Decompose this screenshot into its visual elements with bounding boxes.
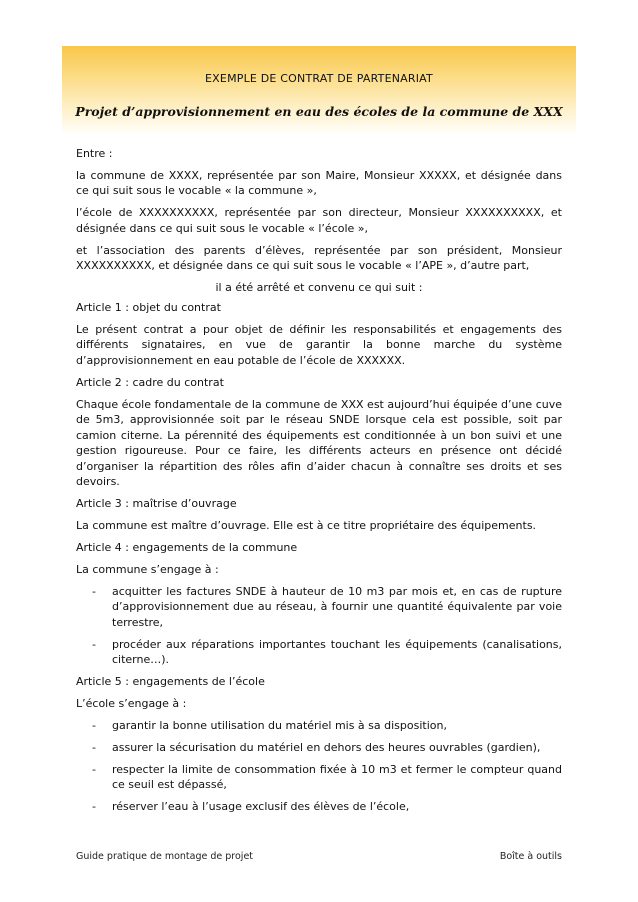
header-banner: [62, 46, 576, 136]
list-item: [76, 762, 562, 793]
article-2-title: Article 2 : cadre du contrat: [76, 375, 224, 389]
document-body: [76, 146, 562, 821]
document-title: EXEMPLE DE CONTRAT DE PARTENARIAT: [205, 72, 433, 85]
article-5-title: Article 5 : engagements de l’école: [76, 675, 265, 689]
article-5-list: [76, 718, 562, 815]
paragraph-ecole: l’école de XXXXXXXXXX, représentée par son directeur, Monsieur XXXXXXXXXX, et désignée dans ce qui suit sous le vocable « l’école »,: [76, 206, 562, 235]
article-3-title: Article 3 : maîtrise d’ouvrage: [76, 497, 237, 511]
dash-bullet: -: [92, 800, 96, 814]
paragraph-convenu: il a été arrêté et convenu ce qui suit :: [215, 281, 423, 295]
list-item: [76, 584, 562, 631]
article-2-text: Chaque école fondamentale de la commune de XXX est aujourd’hui équipée d’une cuve de 5m3, approvisionnée soit par le réseau SNDE lorsque cela est possible, soit par camion citerne. La pérennité des équipements est conditionnée à un bon suivi et une gestion rigoureuse. Pour ce faire, les différents acteurs en présence ont décidé d’organiser la répartition des rôles afin d’aider chacun à connaître ses droits et ses devoirs.: [76, 397, 562, 489]
footer-section-label: Boîte à outils: [499, 851, 562, 862]
article-3-text: La commune est maître d’ouvrage. Elle est à ce titre propriétaire des équipements.: [76, 519, 537, 533]
dash-bullet: -: [92, 584, 96, 598]
list-item-text: acquitter les factures SNDE à hauteur de 10 m3 par mois et, en cas de rupture d’approvisionnement due au réseau, à fournir une quantité équivalente par voie terrestre,: [112, 584, 562, 629]
list-item-text: respecter la limite de consommation fixée à 10 m3 et fermer le compteur quand ce seuil est dépassé,: [112, 762, 562, 792]
paragraph-ape: et l’association des parents d’élèves, représentée par son président, Monsieur XXXXXXXXXX, et désignée dans ce qui suit sous le vocable « l’APE », d’autre part,: [76, 243, 562, 273]
article-4-intro: La commune s’engage à :: [76, 562, 219, 576]
article-1-title: Article 1 : objet du contrat: [76, 301, 221, 315]
dash-bullet: -: [92, 740, 96, 754]
document-subtitle: Projet d’approvisionnement en eau des écoles de la commune de XXX: [75, 104, 563, 119]
article-1-text: Le présent contrat a pour objet de définir les responsabilités et engagements des différents signataires, en vue de garantir la bonne marche du système d’approvisionnement en eau potable de l’école de XXXXXX.: [76, 322, 562, 367]
dash-bullet: -: [92, 637, 96, 651]
dash-bullet: -: [92, 718, 96, 732]
list-item: [76, 718, 562, 734]
list-item-text: assurer la sécurisation du matériel en dehors des heures ouvrables (gardien),: [112, 740, 541, 754]
list-item: [76, 637, 562, 668]
article-4-title: Article 4 : engagements de la commune: [76, 540, 298, 554]
article-4-list: [76, 584, 562, 668]
list-item: [76, 740, 562, 756]
list-item-text: procéder aux réparations importantes touchant les équipements (canalisations, citerne…).: [112, 637, 562, 667]
list-item-text: réserver l’eau à l’usage exclusif des élèves de l’école,: [112, 800, 410, 814]
article-5-intro: L’école s’engage à :: [76, 697, 187, 711]
footer-guide-title: Guide pratique de montage de projet: [76, 851, 254, 862]
list-item: [76, 799, 562, 815]
list-item-text: garantir la bonne utilisation du matériel mis à sa disposition,: [112, 718, 447, 732]
paragraph-entre: Entre :: [76, 147, 113, 160]
dash-bullet: -: [92, 762, 96, 776]
paragraph-commune: la commune de XXXX, représentée par son Maire, Monsieur XXXXX, et désignée dans ce qui suit sous le vocable « la commune »,: [76, 168, 562, 198]
